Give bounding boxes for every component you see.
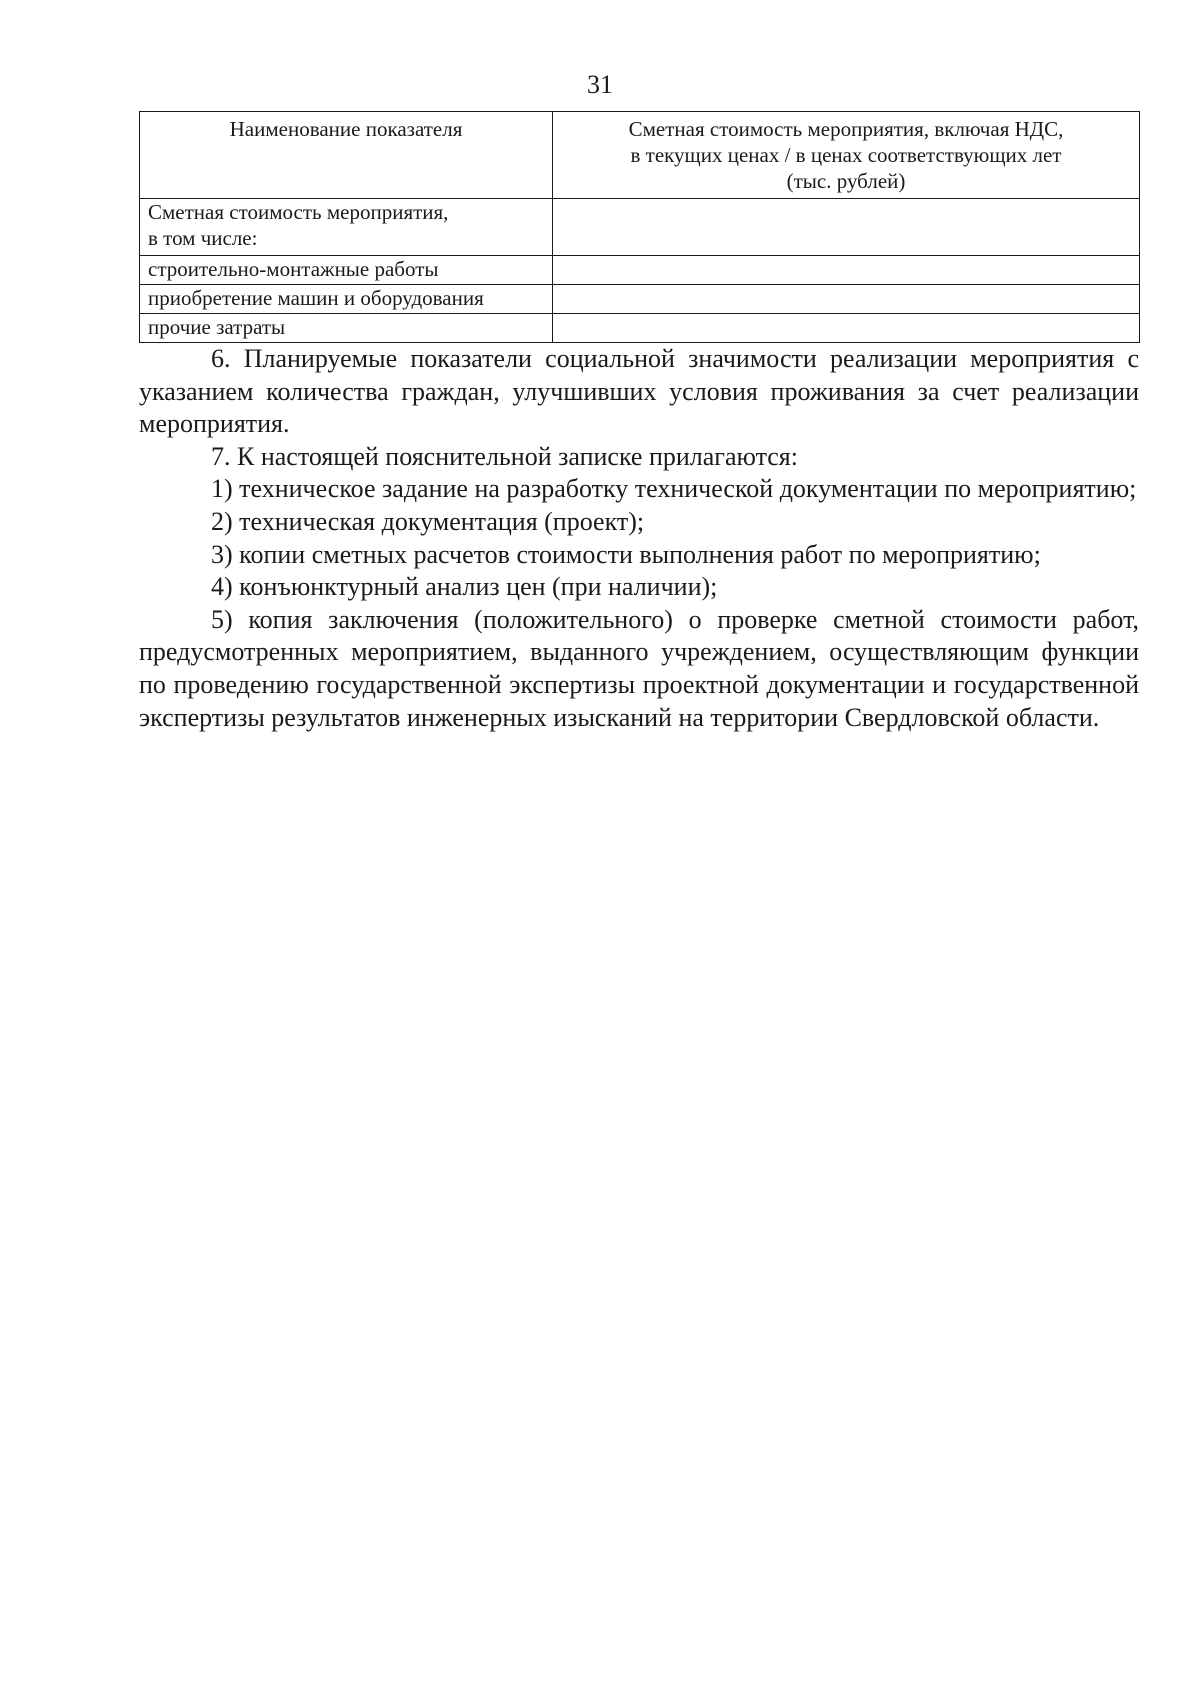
cost-table: [139, 111, 1140, 343]
list-item-expertise-conclusion: 5) копия заключения (положительного) о проверке сметной стоимости работ, предусмотренных мероприятием, выданного учреждением, осуществляющим функции по проведению государственной экспертизы проектной документации и государственной экспертизы результатов инженерных изысканий на территории Свердловской области.: [139, 604, 1139, 732]
row-value: [553, 199, 1140, 256]
column-header-line: (тыс. рублей): [786, 169, 906, 193]
row-value: [553, 314, 1140, 343]
column-header-line: Сметная стоимость мероприятия, включая НДС,: [628, 117, 1064, 141]
table-row: [140, 199, 1140, 256]
table-row: [140, 314, 1140, 343]
paragraph-social-indicators: 6. Планируемые показатели социальной значимости реализации мероприятия с указанием количества граждан, улучшивших условия проживания за счет реализации мероприятия.: [139, 344, 1139, 439]
row-label: прочие затраты: [140, 314, 553, 343]
list-item-technical-documentation: 2) техническая документация (проект);: [211, 506, 645, 536]
list-item-technical-assignment: 1) техническое задание на разработку технической документации по мероприятию;: [211, 474, 1137, 504]
paragraph-attachments-intro: 7. К настоящей пояснительной записке прилагаются:: [211, 441, 798, 471]
table-row: [140, 256, 1140, 285]
column-header-estimated-cost: [553, 112, 1140, 199]
row-value: [553, 256, 1140, 285]
row-label-line: в том числе:: [148, 226, 258, 250]
row-label-line: Сметная стоимость мероприятия,: [148, 200, 449, 224]
table-row: [140, 285, 1140, 314]
page-number: 31: [587, 70, 613, 99]
row-value: [553, 285, 1140, 314]
row-label: [140, 199, 553, 256]
column-header-indicator: Наименование показателя: [140, 112, 553, 199]
row-label: строительно-монтажные работы: [140, 256, 553, 285]
list-item-estimate-copies: 3) копии сметных расчетов стоимости выполнения работ по мероприятию;: [211, 539, 1041, 569]
list-item-price-analysis: 4) конъюнктурный анализ цен (при наличии);: [211, 572, 718, 602]
body-text: [139, 343, 1139, 734]
table-header-row: [140, 112, 1140, 199]
row-label: приобретение машин и оборудования: [140, 285, 553, 314]
column-header-line: в текущих ценах / в ценах соответствующих лет: [630, 143, 1062, 167]
